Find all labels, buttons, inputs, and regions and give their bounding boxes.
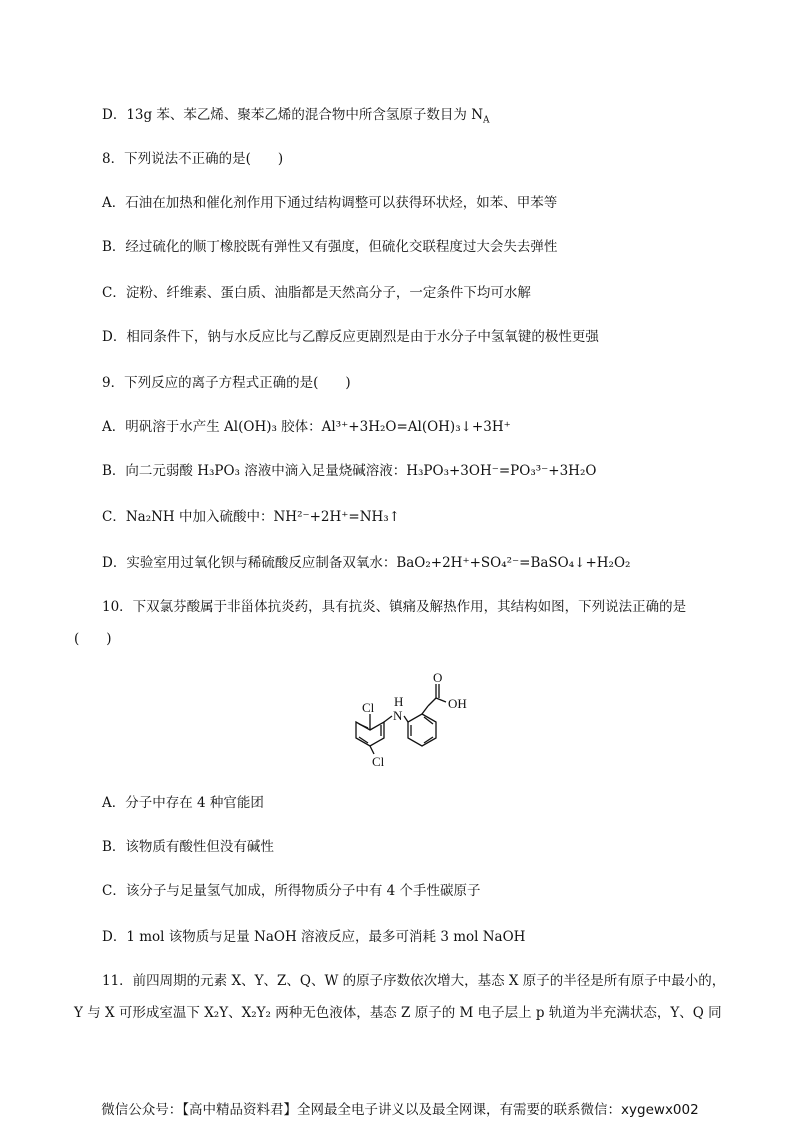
- chlorine-bottom-label: Cl: [372, 754, 385, 769]
- carbonyl-oxygen-label: O: [433, 672, 443, 685]
- q10-option-b: B．该物质有酸性但没有碱性: [102, 839, 274, 855]
- q8-option-c: C．淀粉、纤维素、蛋白质、油脂都是天然高分子，一定条件下均可水解: [102, 285, 531, 301]
- q11-line2: Y 与 X 可形成室温下 X₂Y、X₂Y₂ 两种无色液体，基态 Z 原子的 M 电子层上 p 轨道为半充满状态，Y、Q 同: [74, 1005, 722, 1021]
- q10-stem-line1: 10．下双氯芬酸属于非甾体抗炎药，具有抗炎、镇痛及解热作用，其结构如图，下列说法正确的是: [102, 599, 687, 615]
- q8-stem: 8．下列说法不正确的是( ): [102, 151, 284, 167]
- hydroxyl-label: OH: [448, 696, 467, 711]
- q8-option-b: B．经过硫化的顺丁橡胶既有弹性又有强度，但硫化交联程度过大会失去弹性: [102, 239, 558, 255]
- q10-option-c: C．该分子与足量氢气加成，所得物质分子中有 4 个手性碳原子: [102, 883, 481, 899]
- q9-option-a: A．明矾溶于水产生 Al(OH)₃ 胶体：Al³⁺+3H₂O=Al(OH)₃↓+3H⁺: [102, 419, 511, 435]
- nitrogen-label: N: [393, 708, 403, 723]
- q10-option-a: A．分子中存在 4 种官能团: [102, 795, 264, 811]
- diclofenac-structure: [344, 672, 484, 772]
- footer-watermark: 微信公众号：【高中精品资料君】全网最全电子讲义以及最全网课，有需要的联系微信：xygewx002: [101, 1102, 699, 1118]
- q7-option-d-sub: A: [483, 115, 490, 126]
- q10-stem-line2: ( ): [74, 631, 112, 647]
- q7-option-d: [102, 106, 490, 124]
- right-benzene-ring: [408, 714, 436, 746]
- q9-option-b: B．向二元弱酸 H₃PO₃ 溶液中滴入足量烧碱溶液：H₃PO₃+3OH⁻=PO₃³⁻+3H₂O: [102, 463, 597, 479]
- nh-hydrogen-label: H: [394, 694, 404, 709]
- bonds: [370, 684, 446, 754]
- q10-option-d: D．1 mol 该物质与足量 NaOH 溶液反应，最多可消耗 3 mol NaOH: [102, 929, 526, 945]
- q8-option-d: D．相同条件下，钠与水反应比与乙醇反应更剧烈是由于水分子中氢氧键的极性更强: [102, 329, 599, 345]
- q11-line1: 11．前四周期的元素 X、Y、Z、Q、W 的原子序数依次增大，基态 X 原子的半径是所有原子中最小的，: [102, 973, 726, 989]
- q9-option-d: D．实验室用过氧化钡与稀硫酸反应制备双氧水：BaO₂+2H⁺+SO₄²⁻=BaSO₄↓+H₂O₂: [102, 555, 631, 571]
- q8-option-a: A．石油在加热和催化剂作用下通过结构调整可以获得环状烃，如苯、甲苯等: [102, 195, 558, 211]
- q7-option-d-text: D．13g 苯、苯乙烯、聚苯乙烯的混合物中所含氢原子数目为 N: [102, 107, 484, 123]
- q9-option-c: C．Na₂NH 中加入硫酸中：NH²⁻+2H⁺=NH₃↑: [102, 509, 401, 525]
- q9-stem: 9．下列反应的离子方程式正确的是( ): [102, 375, 351, 391]
- chlorine-top-label: Cl: [362, 700, 375, 715]
